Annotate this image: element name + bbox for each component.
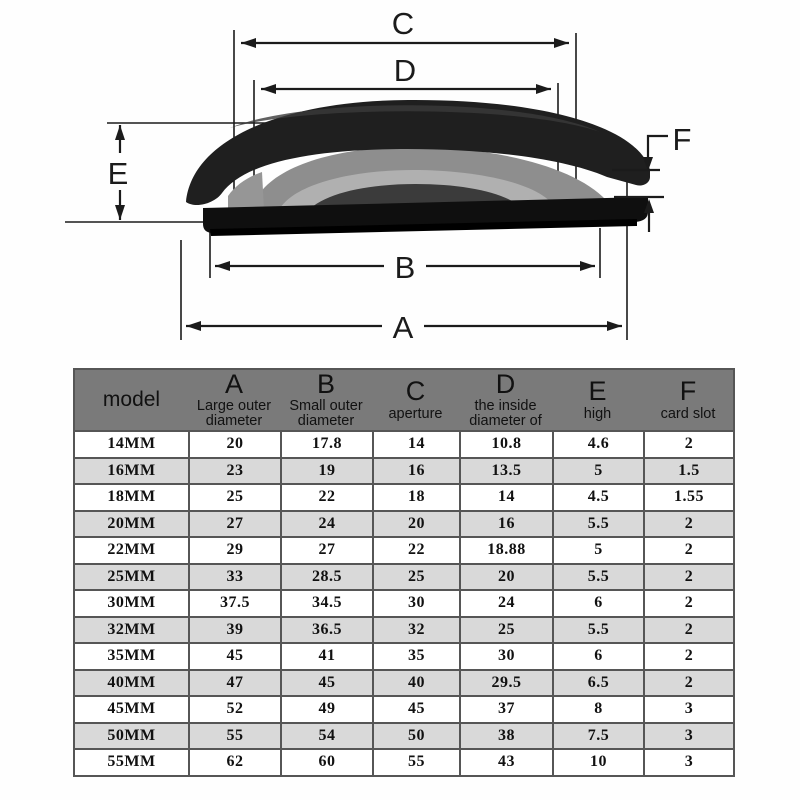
header-desc: Large outer diameter — [196, 398, 272, 430]
value-cell: 40 — [372, 671, 459, 696]
value-cell: 17.8 — [280, 432, 372, 457]
table-row — [75, 563, 733, 590]
dim-label-c: C — [391, 6, 415, 41]
value-cell: 14 — [372, 432, 459, 457]
value-cell: 45 — [188, 644, 280, 669]
value-cell: 1.5 — [643, 459, 733, 484]
value-cell: 45 — [372, 697, 459, 722]
value-cell: 5 — [552, 538, 643, 563]
header-model: model — [102, 388, 161, 411]
value-cell: 16 — [459, 512, 552, 537]
header-col-e — [552, 370, 643, 430]
value-cell: 10 — [552, 750, 643, 775]
value-cell: 38 — [459, 724, 552, 749]
value-cell: 2 — [643, 512, 733, 537]
table-row — [75, 510, 733, 537]
model-cell: 30MM — [107, 594, 156, 612]
value-cell: 14 — [459, 485, 552, 510]
value-cell: 6.5 — [552, 671, 643, 696]
value-cell: 2 — [643, 644, 733, 669]
value-cell: 13.5 — [459, 459, 552, 484]
header-letter: B — [316, 368, 335, 399]
value-cell: 5 — [552, 459, 643, 484]
value-cell: 45 — [280, 671, 372, 696]
value-cell: 2 — [643, 432, 733, 457]
value-cell: 29 — [188, 538, 280, 563]
table-row — [75, 457, 733, 484]
model-cell: 35MM — [107, 647, 156, 665]
model-cell: 25MM — [107, 567, 156, 585]
dim-label-b: B — [394, 250, 416, 285]
header-letter: D — [495, 368, 516, 399]
value-cell: 35 — [372, 644, 459, 669]
value-cell: 30 — [459, 644, 552, 669]
value-cell: 28.5 — [280, 565, 372, 590]
dim-label-f: F — [672, 122, 692, 157]
value-cell: 3 — [643, 724, 733, 749]
value-cell: 32 — [372, 618, 459, 643]
value-cell: 29.5 — [459, 671, 552, 696]
model-cell: 50MM — [107, 726, 156, 744]
value-cell: 37.5 — [188, 591, 280, 616]
value-cell: 5.5 — [552, 618, 643, 643]
value-cell: 4.5 — [552, 485, 643, 510]
header-col-a — [188, 370, 280, 430]
value-cell: 23 — [188, 459, 280, 484]
value-cell: 22 — [372, 538, 459, 563]
value-cell: 2 — [643, 591, 733, 616]
grommet-dimension-diagram — [0, 0, 800, 366]
dim-label-a: A — [392, 310, 414, 345]
value-cell: 25 — [188, 485, 280, 510]
value-cell: 24 — [459, 591, 552, 616]
value-cell: 19 — [280, 459, 372, 484]
table-row — [75, 695, 733, 722]
value-cell: 3 — [643, 697, 733, 722]
table-row — [75, 430, 733, 457]
value-cell: 47 — [188, 671, 280, 696]
header-col-f — [643, 370, 733, 430]
header-desc: aperture — [388, 405, 443, 422]
table-row — [75, 589, 733, 616]
value-cell: 18.88 — [459, 538, 552, 563]
value-cell: 33 — [188, 565, 280, 590]
model-cell: 32MM — [107, 620, 156, 638]
value-cell: 5.5 — [552, 565, 643, 590]
header-letter: F — [679, 376, 697, 407]
grommet-illustration — [186, 100, 650, 236]
value-cell: 52 — [188, 697, 280, 722]
value-cell: 34.5 — [280, 591, 372, 616]
value-cell: 20 — [372, 512, 459, 537]
value-cell: 20 — [459, 565, 552, 590]
table-row — [75, 722, 733, 749]
table-row — [75, 483, 733, 510]
value-cell: 22 — [280, 485, 372, 510]
value-cell: 60 — [280, 750, 372, 775]
model-cell: 16MM — [107, 461, 156, 479]
value-cell: 25 — [459, 618, 552, 643]
value-cell: 2 — [643, 618, 733, 643]
value-cell: 24 — [280, 512, 372, 537]
value-cell: 7.5 — [552, 724, 643, 749]
value-cell: 2 — [643, 538, 733, 563]
model-cell: 14MM — [107, 435, 156, 453]
value-cell: 6 — [552, 591, 643, 616]
dim-label-e: E — [107, 156, 129, 191]
header-desc: the inside diameter of — [469, 398, 542, 430]
value-cell: 10.8 — [459, 432, 552, 457]
value-cell: 20 — [188, 432, 280, 457]
value-cell: 39 — [188, 618, 280, 643]
header-desc: Small outer diameter — [289, 398, 363, 430]
model-cell: 18MM — [107, 488, 156, 506]
value-cell: 62 — [188, 750, 280, 775]
value-cell: 2 — [643, 565, 733, 590]
model-cell: 45MM — [107, 700, 156, 718]
value-cell: 1.55 — [643, 485, 733, 510]
value-cell: 27 — [188, 512, 280, 537]
value-cell: 30 — [372, 591, 459, 616]
value-cell: 4.6 — [552, 432, 643, 457]
spec-table-header — [75, 370, 733, 430]
value-cell: 3 — [643, 750, 733, 775]
value-cell: 36.5 — [280, 618, 372, 643]
value-cell: 16 — [372, 459, 459, 484]
header-letter: E — [588, 376, 607, 407]
value-cell: 49 — [280, 697, 372, 722]
value-cell: 43 — [459, 750, 552, 775]
value-cell: 5.5 — [552, 512, 643, 537]
value-cell: 50 — [372, 724, 459, 749]
table-row — [75, 616, 733, 643]
model-cell: 55MM — [107, 753, 156, 771]
model-cell: 40MM — [107, 673, 156, 691]
header-desc: high — [583, 405, 612, 422]
table-row — [75, 642, 733, 669]
header-col-c — [372, 370, 459, 430]
table-row — [75, 669, 733, 696]
value-cell: 6 — [552, 644, 643, 669]
value-cell: 55 — [372, 750, 459, 775]
header-letter: C — [405, 376, 426, 407]
model-cell: 22MM — [107, 541, 156, 559]
dim-label-d: D — [393, 53, 417, 88]
table-row — [75, 536, 733, 563]
value-cell: 37 — [459, 697, 552, 722]
spec-table — [73, 368, 735, 777]
value-cell: 55 — [188, 724, 280, 749]
table-row — [75, 748, 733, 775]
header-desc: card slot — [660, 405, 716, 422]
value-cell: 41 — [280, 644, 372, 669]
header-col-b — [280, 370, 372, 430]
value-cell: 27 — [280, 538, 372, 563]
header-col-d — [459, 370, 552, 430]
model-cell: 20MM — [107, 514, 156, 532]
value-cell: 54 — [280, 724, 372, 749]
spec-table-body — [75, 430, 733, 775]
value-cell: 25 — [372, 565, 459, 590]
value-cell: 2 — [643, 671, 733, 696]
value-cell: 8 — [552, 697, 643, 722]
header-letter: A — [224, 368, 243, 399]
value-cell: 18 — [372, 485, 459, 510]
